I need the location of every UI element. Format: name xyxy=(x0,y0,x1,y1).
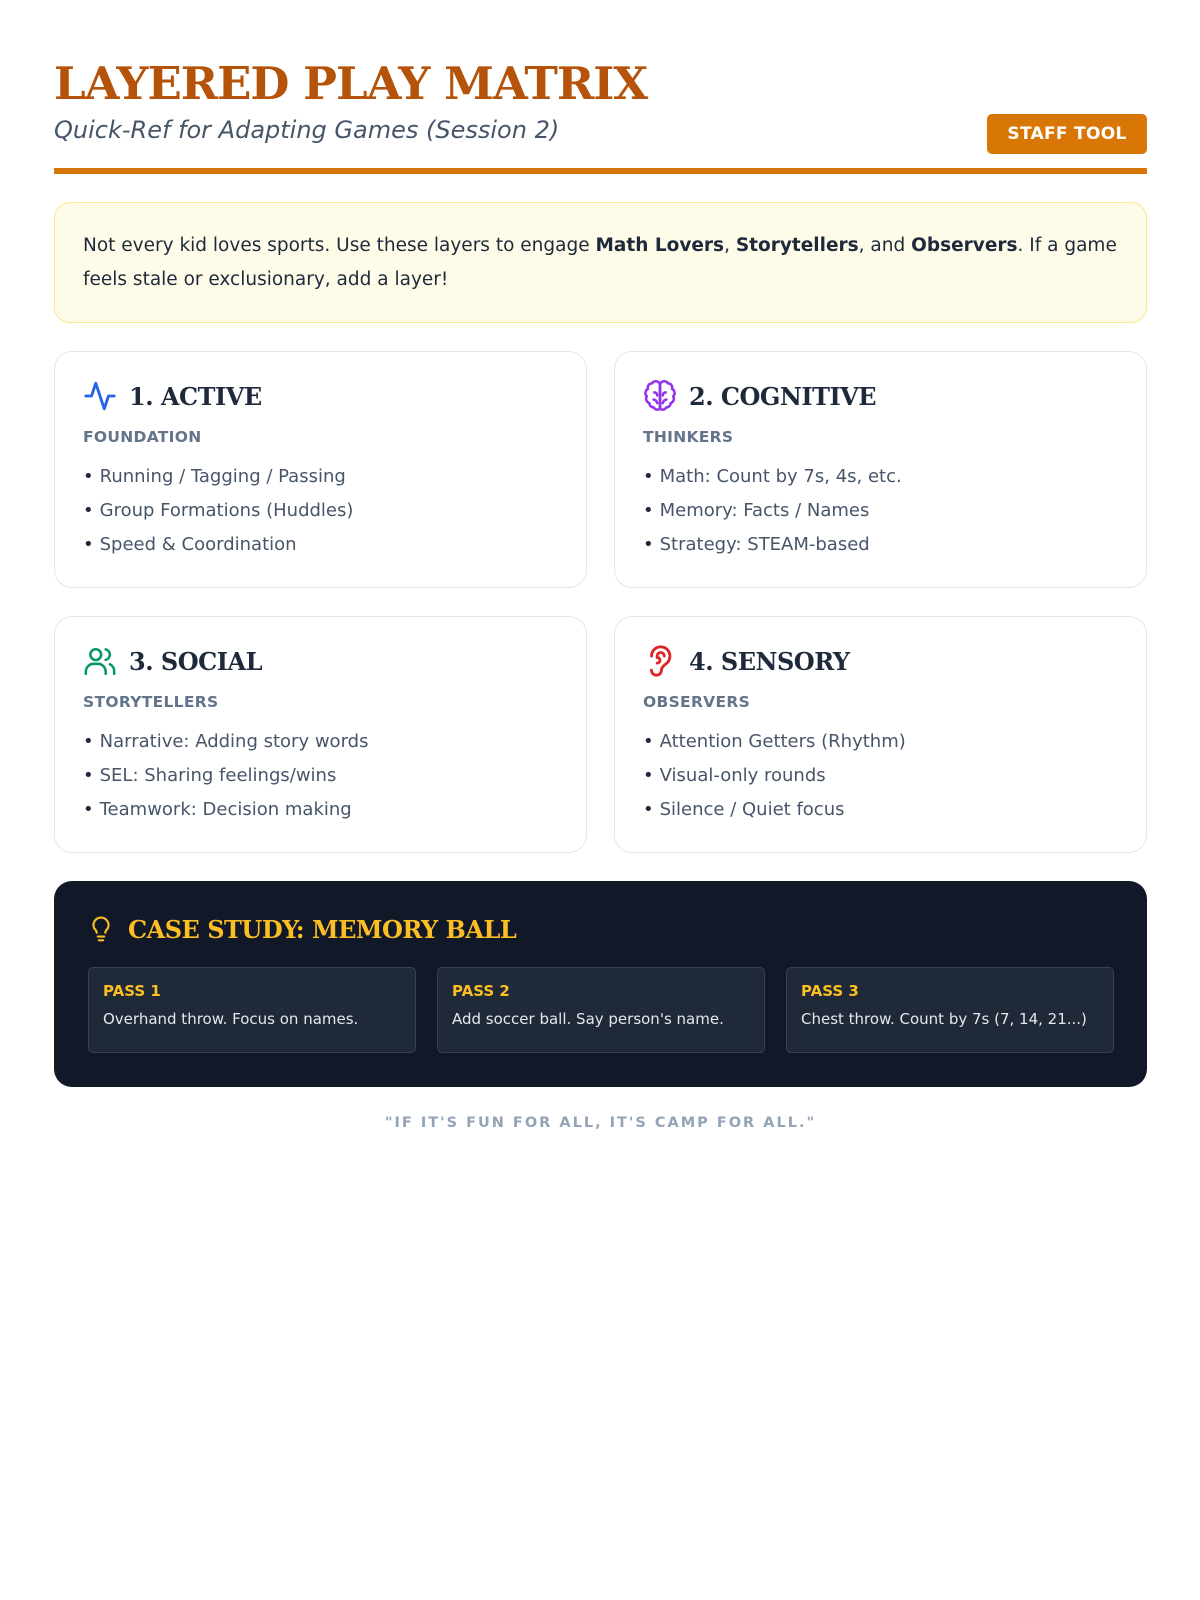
lightbulb-icon xyxy=(88,915,114,943)
intro-tail: . If a game feels stale or exclusionary, add a layer! xyxy=(83,235,1117,290)
case-study-title: CASE STUDY: MEMORY BALL xyxy=(128,914,517,944)
card-title: 4. SENSORY xyxy=(689,646,850,676)
case-study-panel xyxy=(54,881,1147,1087)
pass-label: PASS 2 xyxy=(452,982,510,1000)
intro-highlight-math-lovers: Math Lovers xyxy=(595,235,725,256)
layer-card-active xyxy=(54,351,587,588)
list-item: • Running / Tagging / Passing xyxy=(83,460,558,494)
card-header xyxy=(643,641,1118,681)
list-item: • Visual-only rounds xyxy=(643,759,1118,793)
card-header xyxy=(83,641,558,681)
list-item: • Teamwork: Decision making xyxy=(83,793,558,827)
users-icon xyxy=(83,644,117,678)
list-item: • Narrative: Adding story words xyxy=(83,725,558,759)
page-title: LAYERED PLAY MATRIX xyxy=(54,57,648,110)
brain-icon xyxy=(643,379,677,413)
card-list xyxy=(643,460,1118,562)
staff-tool-badge: STAFF TOOL xyxy=(987,114,1147,154)
pass-card xyxy=(88,967,416,1053)
card-subtitle: FOUNDATION xyxy=(83,428,202,446)
card-title: 3. SOCIAL xyxy=(129,646,262,676)
card-header xyxy=(643,376,1118,416)
ear-icon xyxy=(643,644,677,678)
card-list xyxy=(83,460,558,562)
list-item: • Math: Count by 7s, 4s, etc. xyxy=(643,460,1118,494)
activity-icon xyxy=(83,379,117,413)
intro-separator: , and xyxy=(858,235,912,256)
pass-description: Add soccer ball. Say person's name. xyxy=(452,1010,724,1028)
card-subtitle: STORYTELLERS xyxy=(83,693,219,711)
card-title: 1. ACTIVE xyxy=(129,381,262,411)
pass-description: Chest throw. Count by 7s (7, 14, 21...) xyxy=(801,1010,1087,1028)
card-title: 2. COGNITIVE xyxy=(689,381,877,411)
case-study-header xyxy=(88,911,1113,947)
card-list xyxy=(643,725,1118,827)
pass-card xyxy=(786,967,1114,1053)
header xyxy=(54,56,1147,174)
intro-separator: , xyxy=(724,235,736,256)
page xyxy=(54,56,1147,1131)
card-list xyxy=(83,725,558,827)
list-item: • Memory: Facts / Names xyxy=(643,494,1118,528)
header-divider xyxy=(54,168,1147,174)
list-item: • SEL: Sharing feelings/wins xyxy=(83,759,558,793)
list-item: • Silence / Quiet focus xyxy=(643,793,1118,827)
card-subtitle: OBSERVERS xyxy=(643,693,751,711)
intro-highlight-storytellers: Storytellers xyxy=(735,235,859,256)
intro-callout xyxy=(54,202,1147,323)
intro-highlight-observers: Observers xyxy=(911,235,1018,256)
list-item: • Group Formations (Huddles) xyxy=(83,494,558,528)
layer-card-sensory xyxy=(614,616,1147,853)
pass-label: PASS 3 xyxy=(801,982,859,1000)
intro-lead: Not every kid loves sports. Use these layers to engage xyxy=(83,235,596,256)
page-subtitle: Quick-Ref for Adapting Games (Session 2) xyxy=(54,116,560,144)
pass-description: Overhand throw. Focus on names. xyxy=(103,1010,359,1028)
pass-label: PASS 1 xyxy=(103,982,161,1000)
pass-card xyxy=(437,967,765,1053)
layer-card-social xyxy=(54,616,587,853)
layer-grid xyxy=(54,351,1147,853)
layer-card-cognitive xyxy=(614,351,1147,588)
card-header xyxy=(83,376,558,416)
card-subtitle: THINKERS xyxy=(643,428,734,446)
list-item: • Strategy: STEAM-based xyxy=(643,528,1118,562)
list-item: • Speed & Coordination xyxy=(83,528,558,562)
footer-quote: "IF IT'S FUN FOR ALL, IT'S CAMP FOR ALL." xyxy=(384,1115,817,1131)
pass-list xyxy=(88,967,1113,1053)
list-item: • Attention Getters (Rhythm) xyxy=(643,725,1118,759)
